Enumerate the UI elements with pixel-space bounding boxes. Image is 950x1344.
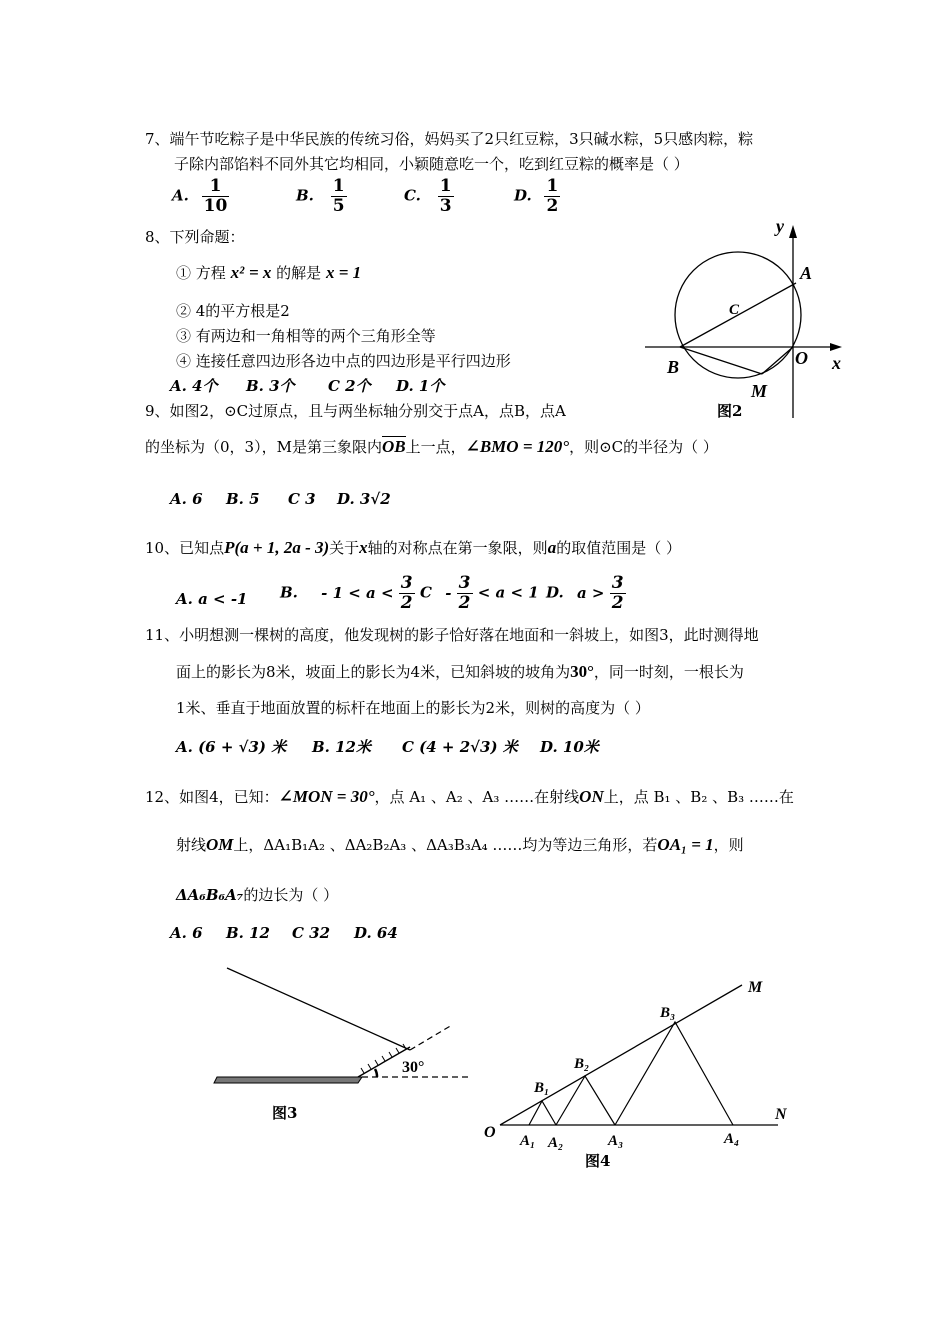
fraction-numerator: 3 [400, 573, 413, 593]
q10-text-d: 的取值范围是（ ） [556, 539, 681, 557]
label-b3: B₃ [660, 1005, 676, 1021]
q8-item3: ③ 有两边和一角相等的两个三角形全等 [176, 327, 436, 345]
q8-option-d: D. 1个 [396, 377, 445, 395]
fraction [544, 177, 560, 216]
fraction [438, 177, 454, 216]
fraction-numerator: 3 [611, 573, 624, 593]
q10-point-p: P(a + 1, 2a - 3) [224, 538, 330, 557]
q9-text-a: 的坐标为（0，3），M是第三象限内 [145, 438, 382, 456]
label-m: M [751, 381, 768, 401]
q7-option-a [172, 177, 229, 216]
label-m: M [748, 979, 763, 996]
q11-option-a: A. (6 + √3) 米 [176, 738, 287, 756]
q8-option-a: A. 4个 [170, 377, 218, 395]
label-o: O [484, 1124, 496, 1141]
option-label: C. [404, 186, 421, 205]
label-n: N [775, 1106, 787, 1123]
label-y: y [776, 216, 784, 236]
q10-option-c [420, 574, 539, 613]
angle-arc [375, 1069, 377, 1077]
option-label: B. [296, 186, 314, 205]
q12-text-a: 12、如图4，已知： [145, 788, 279, 806]
q8-title: 8、下列命题： [145, 228, 245, 246]
q11-text-a: 面上的影长为8米，坡面上的影长为4米，已知斜坡的坡角为 [176, 663, 571, 681]
ray-extension-dashed [410, 1025, 452, 1050]
label-a4: A₄ [724, 1131, 740, 1147]
q7-option-d [514, 177, 560, 216]
q12-option-a: A. 6 [170, 924, 203, 942]
label-x: x [832, 353, 841, 373]
x-axis-arrow-icon [830, 343, 842, 351]
fraction [457, 574, 473, 613]
q10-option-b-expr: - 1 < a < [321, 583, 394, 602]
fraction-denominator: 3 [439, 196, 452, 216]
q12-text-c: 上，点 B₁ 、B₂ 、B₃ ……在 [603, 788, 794, 806]
q12-text-d: 射线 [176, 836, 207, 854]
figure-2 [640, 210, 860, 430]
q7-line2: 子除内部馅料不同外其它均相同，小颖随意吃一个，吃到红豆粽的概率是（ ） [174, 155, 689, 173]
q11-line2 [176, 661, 744, 683]
q11-line3: 1米、垂直于地面放置的标杆在地面上的影长为2米，则树的高度为（ ） [176, 699, 650, 717]
q8-item1-solution: x = 1 [325, 263, 362, 282]
q11-option-d: D. 10米 [540, 738, 599, 756]
q10-option-d [546, 574, 626, 613]
fraction-numerator: 3 [458, 573, 471, 593]
q9-line1: 9、如图2，⊙C过原点，且与两坐标轴分别交于点A，点B，点A [145, 402, 566, 420]
q12-text-f: ，则 [713, 836, 744, 854]
figure-4 [480, 970, 800, 1150]
fraction-denominator: 2 [400, 593, 413, 613]
figure-3 [200, 955, 480, 1100]
q11-option-c: C (4 + 2√3) 米 [402, 738, 518, 756]
q8-item1-text: ① 方程 [176, 264, 226, 282]
q8-item1 [176, 262, 361, 284]
fraction-denominator: 2 [546, 196, 559, 216]
y-axis-arrow-icon [789, 225, 797, 238]
q7-option-c [404, 177, 454, 216]
fraction-denominator: 2 [611, 593, 624, 613]
q10-option-d-expr: a > [576, 583, 605, 602]
q9-text-c: ，则⊙C的半径为（ ） [569, 438, 718, 456]
q7-option-b [296, 177, 347, 216]
q9-angle: ∠BMO = 120° [465, 437, 570, 456]
label-a1: A₁ [520, 1133, 536, 1149]
q7-line1: 7、端午节吃粽子是中华民族的传统习俗，妈妈买了2只红豆粽，3只碱水粽，5只感肉粽，粽 [145, 130, 754, 148]
q8-option-c: C 2个 [328, 377, 371, 395]
q12-oa1: OA₁ = 1 [657, 835, 714, 854]
q8-item1-text2: 的解是 [276, 264, 322, 282]
label-o: O [795, 348, 808, 368]
q11-text-b: ，同一时刻，一根长为 [593, 663, 744, 681]
fraction-numerator: 1 [202, 177, 230, 197]
fraction-denominator: 5 [332, 196, 345, 216]
q10-option-c-expr: < a < 1 [477, 583, 539, 602]
fraction-numerator: 1 [332, 176, 345, 196]
label-a3: A₃ [608, 1133, 624, 1149]
fraction [610, 574, 626, 613]
q10-option-a: A. a < -1 [176, 590, 248, 608]
fraction-denominator: 2 [458, 593, 471, 613]
q12-text-g: 的边长为（ ） [243, 886, 339, 904]
q11-line1: 11、小明想测一棵树的高度，他发现树的影子恰好落在地面和一斜坡上，如图3，此时测得地 [145, 626, 759, 644]
figure-4-caption: 图4 [585, 1152, 611, 1170]
ground-shadow [214, 1077, 362, 1083]
q12-ray-on: ON [579, 787, 604, 806]
q12-text-e: 上，ΔA₁B₁A₂ 、ΔA₂B₂A₃ 、ΔA₃B₃A₄ ……均为等边三角形，若 [233, 836, 658, 854]
q9-option-d: D. 3√2 [337, 490, 391, 508]
q12-text-b: ，点 A₁ 、A₂ 、A₃ ……在射线 [374, 788, 580, 806]
fraction [331, 177, 347, 216]
fraction [399, 574, 415, 613]
q12-line3 [176, 884, 338, 906]
q12-line2 [176, 834, 744, 856]
q8-item1-x2: x² [230, 263, 245, 282]
option-label: D. [514, 186, 532, 205]
q11-angle: 30° [570, 662, 594, 681]
slope-hatching [361, 1044, 406, 1073]
q8-item1-eq: = x [248, 263, 272, 282]
fraction-numerator: 1 [546, 176, 559, 196]
label-a2: A₂ [548, 1135, 564, 1150]
q10-text-b: 关于 [329, 539, 360, 557]
option-label: D. [546, 583, 564, 602]
q10-option-b [280, 574, 415, 613]
q9-option-a: A. 6 [170, 490, 203, 508]
triangle-a3b3a4 [615, 1022, 733, 1125]
triangle-a1b1a2 [529, 1101, 556, 1125]
q9-option-b: B. 5 [226, 490, 260, 508]
q9-text-b: 上一点， [405, 438, 466, 456]
q10-x: x [359, 538, 368, 557]
option-label: B. [280, 583, 298, 602]
option-label: A. [172, 186, 189, 205]
fraction-numerator: 1 [439, 176, 452, 196]
angle-label: 30° [402, 1059, 425, 1076]
label-b2: B₂ [574, 1056, 590, 1072]
label-c: C [729, 302, 740, 318]
q12-angle: ∠MON = 30° [278, 787, 375, 806]
ray-om [500, 985, 742, 1125]
q9-option-c: C 3 [288, 490, 316, 508]
q11-option-b: B. 12米 [312, 738, 371, 756]
sun-ray-line [227, 968, 410, 1050]
q12-ray-om: OM [206, 835, 234, 854]
q8-item4: ④ 连接任意四边形各边中点的四边形是平行四边形 [176, 352, 511, 370]
q8-option-b: B. 3个 [246, 377, 295, 395]
q10-text-c: 轴的对称点在第一象限，则 [367, 539, 548, 557]
q12-line1 [145, 786, 794, 808]
fraction [202, 177, 230, 216]
q9-arc-ob: OB [381, 437, 406, 456]
triangle-a2b2a3 [556, 1076, 615, 1125]
q10-text-a: 10、已知点 [145, 539, 225, 557]
option-label: C [420, 583, 432, 602]
q10-a: a [547, 538, 557, 557]
label-b: B [667, 357, 680, 377]
figure-3-caption: 图3 [272, 1104, 298, 1122]
q8-item2: ② 4的平方根是2 [176, 302, 290, 320]
q10-option-c-minus: - [445, 583, 452, 602]
q12-triangle: ΔA₆B₆A₇ [176, 886, 244, 904]
q10-line1 [145, 537, 681, 559]
segment-mo [762, 347, 793, 374]
label-b1: B₁ [534, 1080, 550, 1096]
q12-option-b: B. 12 [226, 924, 270, 942]
q9-line2 [145, 436, 718, 458]
q12-option-d: D. 64 [354, 924, 398, 942]
q12-option-c: C 32 [292, 924, 331, 942]
fraction-denominator: 10 [203, 196, 228, 216]
segment-bm [680, 347, 762, 374]
figure-2-caption: 图2 [717, 402, 743, 420]
label-a: A [800, 263, 813, 283]
